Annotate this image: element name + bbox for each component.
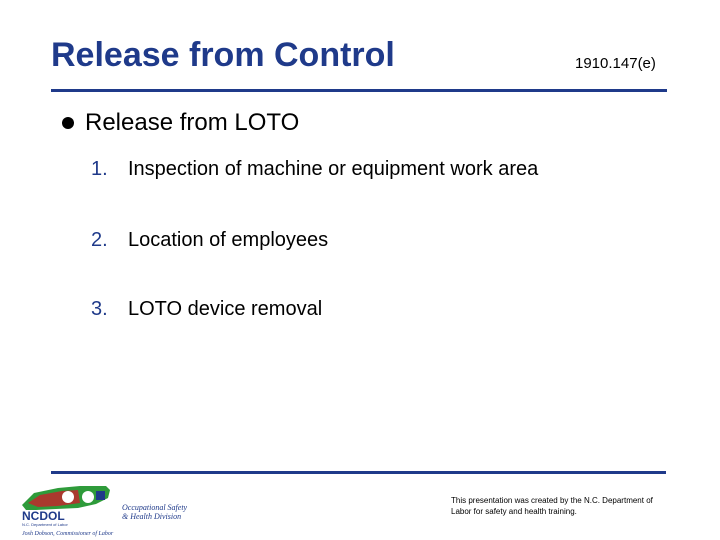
svg-text:N.C. Department of Labor: N.C. Department of Labor — [22, 522, 68, 527]
list-item — [91, 158, 538, 181]
item-text: Inspection of machine or equipment work area — [128, 158, 539, 180]
ncdol-logo — [18, 479, 188, 537]
svg-text:NCDOL: NCDOL — [22, 509, 65, 523]
main-bullet: Release from LOTO — [85, 109, 300, 136]
item-number: 3. — [91, 298, 108, 320]
slide-title: Release from Control — [51, 36, 395, 74]
list-item — [91, 298, 322, 321]
list-item — [91, 229, 328, 252]
footer-credit: This presentation was created by the N.C. Department of Labor for safety and health training. — [451, 496, 653, 516]
regulation-reference: 1910.147(e) — [575, 55, 656, 72]
item-text: Location of employees — [128, 229, 329, 251]
svg-text:Occupational Safety: Occupational Safety — [122, 503, 188, 512]
title-divider — [51, 89, 667, 92]
item-number: 1. — [91, 158, 108, 180]
item-number: 2. — [91, 229, 108, 251]
footer-divider — [51, 471, 666, 474]
item-text: LOTO device removal — [128, 298, 323, 320]
svg-text:Josh Dobson, Commissioner of L: Josh Dobson, Commissioner of Labor — [22, 531, 114, 537]
svg-text:& Health Division: & Health Division — [122, 512, 182, 521]
bullet-icon — [62, 117, 74, 129]
